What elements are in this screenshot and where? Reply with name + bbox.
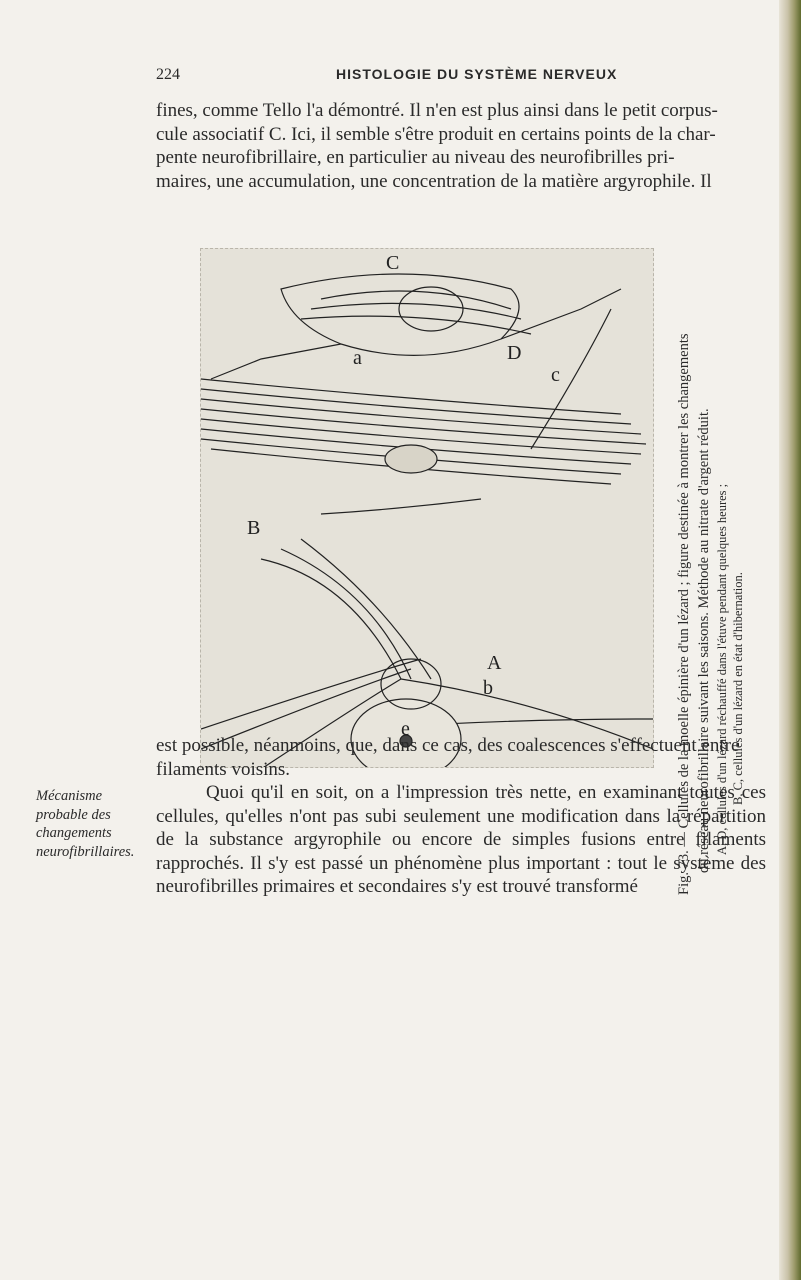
figure-label-c-small: c [551,364,560,386]
paragraph-bottom [156,734,766,899]
figure-label-b: B [247,517,261,539]
page-header [156,66,766,86]
cell-b-drawing [201,379,646,514]
figure-label-e-small: e [401,718,410,740]
neuron-drawing [201,249,653,767]
text-line: fines, comme Tello l'a démontré. Il n'en est plus ainsi dans le petit corpus- [156,100,718,121]
cell-c-drawing [211,274,621,449]
figure-label-d: D [507,342,522,364]
figure-label-c: C [386,252,400,274]
page-edge [779,0,801,1280]
figure-label-b-small: b [483,677,493,699]
text-line: maires, une accumulation, une concentration de la matière argyrophile. Il [156,170,712,192]
text-line: est possible, néanmoins, que, dans ce cas, des coalescences s'effectuent entre [156,735,740,756]
cell-a-drawing [201,539,653,767]
figure-label-a: A [487,652,502,674]
caption-line: A, D, cellules d'un lézard réchauffé dans l'étuve pendant quelques heures ; [715,483,729,855]
text-line: cule associatif C. Ici, il semble s'être produit en certains points de la char- [156,123,716,145]
caption-line: du réseau neurofibrillaire suivant les saisons. Méthode au nitrate d'argent réduit. [696,408,712,873]
text-line: filaments voisins. [156,758,291,780]
running-head: HISTOLOGIE DU SYSTÈME NERVEUX [336,66,618,82]
paragraph-mecanisme: Quoi qu'il en soit, on a l'impression très nette, en examinant toutes ces cellules, qu'elles n'ont pas subi seulement une modification dans la répartition de la substance argyrophile ou encore de simples fusions entre filaments rapprochés. Il s'y est passé un phénomène plus important : tout le système des neurofibrilles primaires et secondaires s'y est trouvé transformé [156,782,766,897]
paragraph-top [156,99,766,193]
text-line: pente neurofibrillaire, en particulier au niveau des neurofibrilles pri- [156,147,675,168]
caption-line: B, C, cellules d'un lézard en état d'hibernation. [731,572,745,805]
figure-73-illustration [200,248,654,768]
figure-label-a-small: a [353,347,362,369]
page-number: 224 [156,66,180,83]
caption-line: Fig. 73. — Cellules de la moelle épinière d'un lézard ; figure destinée à montrer les changements [676,333,692,895]
margin-note: Mécanisme probable des changements neurofibrillaires. [36,788,135,860]
